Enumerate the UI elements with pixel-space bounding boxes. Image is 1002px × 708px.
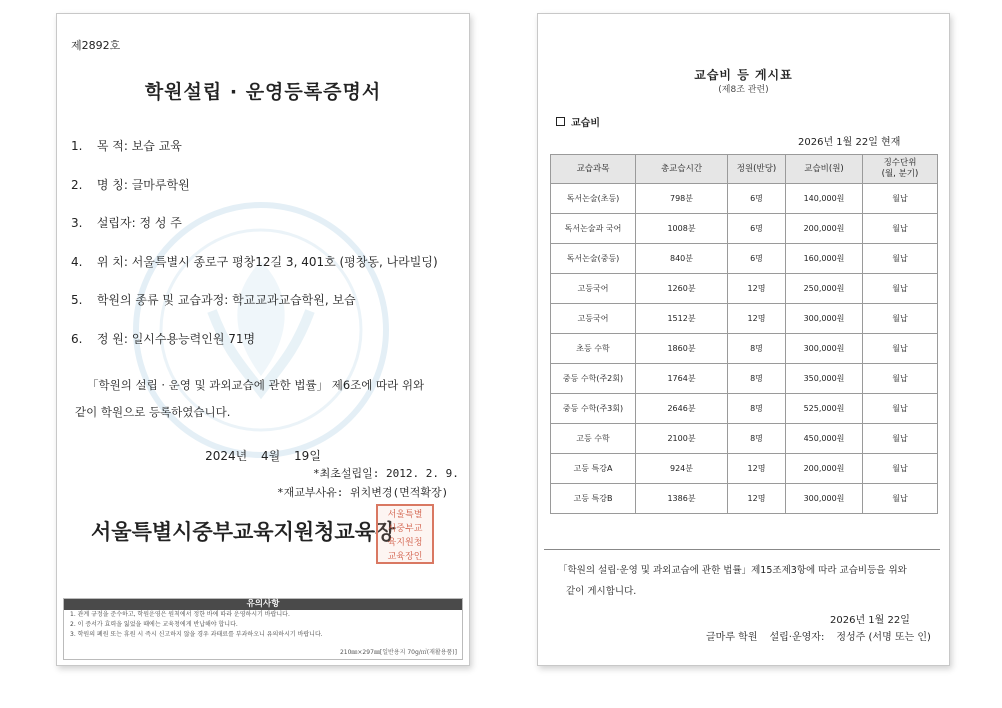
table-cell: 월납 [863, 484, 938, 514]
divider [544, 549, 940, 550]
table-row [551, 334, 938, 364]
table-cell: 월납 [863, 364, 938, 394]
column-header: 총교습시간 [636, 155, 728, 184]
notice-item: 2. 이 증서가 효력을 잃었을 때에는 교육청에게 반납해야 합니다. [70, 621, 238, 628]
table-cell: 6명 [728, 244, 786, 274]
statement-line: 같이 학원으로 등록하였습니다. [75, 405, 231, 419]
field-name [71, 176, 190, 193]
table-cell: 고등국어 [551, 274, 636, 304]
table-cell: 고등 특강B [551, 484, 636, 514]
table-cell: 140,000원 [786, 184, 863, 214]
notice-item: 1. 관계 규정을 준수하고, 학원운영은 원칙에서 정한 바에 따라 운영하시기 바랍니다. [70, 611, 290, 618]
field-number: 6. [71, 332, 83, 346]
reissue-reason-note: *재교부사유: 위치변경(면적확장) [277, 486, 449, 499]
table-cell: 200,000원 [786, 454, 863, 484]
field-number: 4. [71, 255, 83, 269]
field-number: 2. [71, 178, 83, 192]
table-cell: 1008분 [636, 214, 728, 244]
table-cell: 840분 [636, 244, 728, 274]
table-cell: 300,000원 [786, 334, 863, 364]
certificate-title: 학원설립 · 운영등록증명서 [144, 81, 382, 103]
field-value: 일시수용능력인원 71명 [131, 332, 256, 346]
table-cell: 160,000원 [786, 244, 863, 274]
table-cell: 월납 [863, 184, 938, 214]
table-cell: 독서논술(중등) [551, 244, 636, 274]
field-number: 5. [71, 293, 83, 307]
statement-line: 같이 게시합니다. [566, 586, 637, 597]
table-cell: 12명 [728, 304, 786, 334]
table-cell: 798분 [636, 184, 728, 214]
table-row [551, 214, 938, 244]
table-row [551, 244, 938, 274]
table-cell: 8명 [728, 334, 786, 364]
table-cell: 8명 [728, 424, 786, 454]
table-row [551, 454, 938, 484]
operator-name: 정성주 (서명 또는 인) [836, 632, 931, 643]
table-cell: 8명 [728, 394, 786, 424]
table-cell: 고등 특강A [551, 454, 636, 484]
table-cell: 1386분 [636, 484, 728, 514]
certificate-number: 제2892호 [71, 39, 121, 52]
table-cell: 고등국어 [551, 304, 636, 334]
table-cell: 초등 수학 [551, 334, 636, 364]
column-header: 교습비(원) [786, 155, 863, 184]
field-value: 서울특별시 종로구 평창12길 3, 401호 (평창동, 나라빌딩) [131, 255, 438, 269]
field-value: 학교교과교습학원, 보습 [232, 293, 356, 307]
section-label-text: 교습비 [571, 118, 600, 129]
table-cell: 8명 [728, 364, 786, 394]
first-established-note: *최초설립일: 2012. 2. 9. [313, 467, 459, 480]
table-row [551, 394, 938, 424]
checkbox-square-icon [556, 117, 565, 126]
table-cell: 250,000원 [786, 274, 863, 304]
certificate-statement [75, 372, 455, 426]
table-cell: 924분 [636, 454, 728, 484]
field-founder [71, 214, 182, 231]
table-cell: 1860분 [636, 334, 728, 364]
statement-line: 「학원의 설립 · 운영 및 과외교습에 관한 법률」 제6조에 따라 위와 [87, 378, 425, 392]
field-location [71, 253, 438, 270]
fee-table [550, 154, 938, 514]
posting-date: 2026년 1월 22일 [830, 615, 910, 626]
tuition-fee-sheet [537, 13, 950, 666]
table-row [551, 364, 938, 394]
field-label: 정 원: [96, 332, 128, 346]
table-cell: 월납 [863, 424, 938, 454]
table-cell: 12명 [728, 274, 786, 304]
table-cell: 2100분 [636, 424, 728, 454]
table-cell: 월납 [863, 334, 938, 364]
fee-statement [558, 560, 938, 602]
table-row [551, 484, 938, 514]
table-cell: 독서논술(초등) [551, 184, 636, 214]
section-label [556, 114, 600, 129]
fee-sheet-subtitle: (제8조 관련) [718, 85, 769, 95]
table-cell: 중등 수학(주3회) [551, 394, 636, 424]
table-cell: 1260분 [636, 274, 728, 304]
field-capacity [71, 330, 255, 347]
table-cell: 1764분 [636, 364, 728, 394]
table-cell: 월납 [863, 394, 938, 424]
field-label: 명 칭: [96, 178, 128, 192]
table-cell: 12명 [728, 484, 786, 514]
table-cell: 300,000원 [786, 304, 863, 334]
table-cell: 450,000원 [786, 424, 863, 454]
field-label: 학원의 종류 및 교습과정: [96, 293, 229, 307]
statement-line: 「학원의 설립·운영 및 과외교습에 관한 법률」제15조제3항에 따라 교습비등을 위와 [558, 565, 907, 576]
table-cell: 월납 [863, 244, 938, 274]
column-header: 징수단위 (월, 분기) [863, 155, 938, 184]
notice-item: 3. 학원의 폐원 또는 휴원 시 즉시 신고하지 않을 경우 과태료를 부과하오니 유의하시기 바랍니다. [70, 631, 323, 638]
table-row [551, 184, 938, 214]
table-cell: 월납 [863, 454, 938, 484]
table-cell: 2646분 [636, 394, 728, 424]
notice-heading: 유의사항 [64, 599, 462, 610]
table-cell: 1512분 [636, 304, 728, 334]
column-header: 정원(반당) [728, 155, 786, 184]
table-cell: 월납 [863, 214, 938, 244]
paper-spec: 210㎜×297㎜[일반용지 70g/㎡(재활용품)] [339, 649, 457, 656]
table-cell: 12명 [728, 454, 786, 484]
field-type [71, 291, 356, 308]
academy-name: 글마루 학원 [706, 632, 758, 643]
as-of-date: 2026년 1월 22일 현재 [798, 137, 901, 148]
signature-line [706, 628, 931, 643]
fee-sheet-title: 교습비 등 게시표 [694, 68, 793, 82]
table-row [551, 274, 938, 304]
field-label: 목 적: [96, 139, 128, 153]
official-seal: 서울특별 시중부교 육지원청 교육장인 [376, 504, 434, 564]
registration-certificate [56, 13, 470, 666]
table-cell: 300,000원 [786, 484, 863, 514]
issuing-authority: 서울특별시중부교육지원청교육장 [91, 520, 396, 544]
table-cell: 6명 [728, 214, 786, 244]
table-cell: 독서논술과 국어 [551, 214, 636, 244]
table-cell: 월납 [863, 304, 938, 334]
field-number: 3. [71, 216, 83, 230]
table-row [551, 304, 938, 334]
field-number: 1. [71, 139, 83, 153]
table-cell: 200,000원 [786, 214, 863, 244]
table-cell: 고등 수학 [551, 424, 636, 454]
table-row [551, 424, 938, 454]
field-label: 설립자: [96, 216, 136, 230]
table-cell: 월납 [863, 274, 938, 304]
operator-label: 설립·운영자: [769, 632, 825, 643]
field-value: 보습 교육 [131, 139, 182, 153]
field-value: 정 성 주 [139, 216, 182, 230]
table-cell: 중등 수학(주2회) [551, 364, 636, 394]
field-value: 글마루학원 [131, 178, 190, 192]
table-header-row [551, 155, 938, 184]
issue-date: 2024년 4월 19일 [205, 449, 321, 463]
field-purpose [71, 137, 182, 154]
table-cell: 350,000원 [786, 364, 863, 394]
table-cell: 6명 [728, 184, 786, 214]
field-label: 위 치: [96, 255, 128, 269]
table-cell: 525,000원 [786, 394, 863, 424]
column-header: 교습과목 [551, 155, 636, 184]
